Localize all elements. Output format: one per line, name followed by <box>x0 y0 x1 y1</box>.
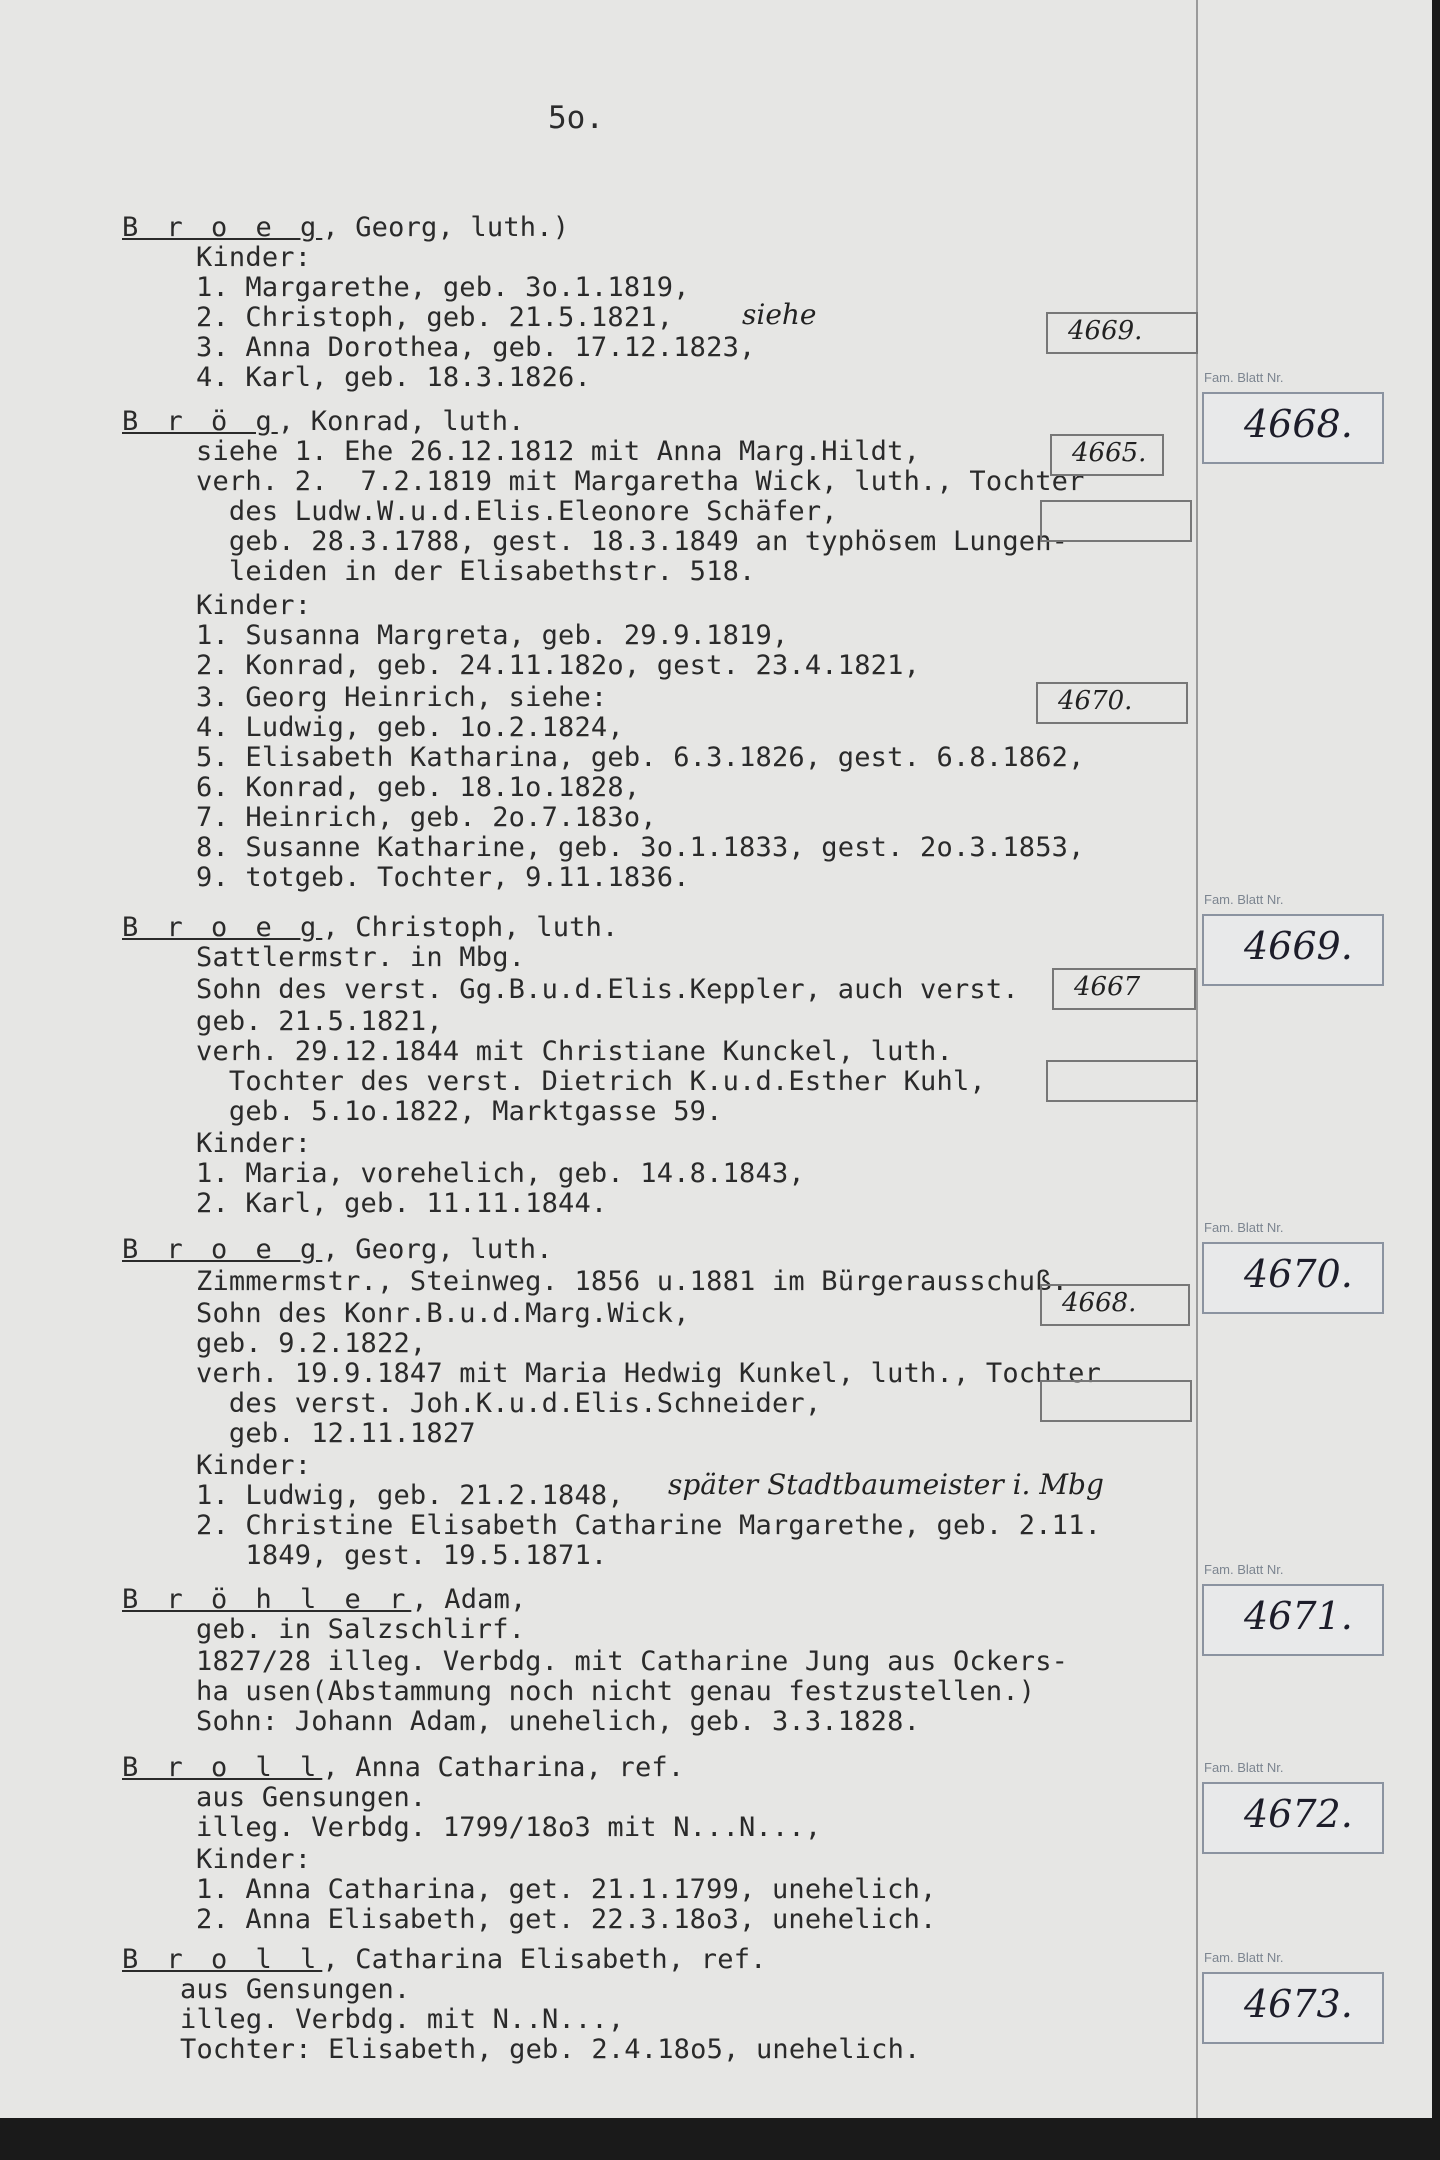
reference-number: 4668. <box>1062 1288 1137 1318</box>
reference-box-empty <box>1040 500 1192 542</box>
entry-heading <box>122 1234 553 1265</box>
reference-box <box>1040 1284 1190 1326</box>
heading-rest: , Catharina Elisabeth, ref. <box>322 1944 767 1975</box>
fam-blatt-label: Fam. Blatt Nr. <box>1204 1950 1284 1965</box>
reference-box-empty <box>1040 1380 1192 1422</box>
entry-heading <box>122 212 569 243</box>
fam-blatt-label: Fam. Blatt Nr. <box>1204 370 1284 385</box>
entry-line: des Ludw.W.u.d.Elis.Eleonore Schäfer, <box>196 496 838 527</box>
entry-line: 4. Ludwig, geb. 1o.2.1824, <box>196 712 624 743</box>
fam-blatt-box <box>1202 1584 1384 1656</box>
entry-line: 4. Karl, geb. 18.3.1826. <box>196 362 591 393</box>
entry-line: siehe 1. Ehe 26.12.1812 mit Anna Marg.Hildt, <box>196 436 921 467</box>
entry-line: Sattlermstr. in Mbg. <box>196 942 526 973</box>
entry-heading <box>122 1752 684 1783</box>
fam-blatt-box <box>1202 1242 1384 1314</box>
reference-box <box>1036 682 1188 724</box>
handwritten-note: später Stadtbaumeister i. Mbg <box>668 1468 1104 1501</box>
fam-blatt-number: 4672. <box>1244 1792 1353 1836</box>
reference-box <box>1050 434 1164 476</box>
entry-line: 2. Christoph, geb. 21.5.1821, <box>196 302 674 333</box>
entry-line: Kinder: <box>196 1450 312 1481</box>
entry-line: 1. Susanna Margreta, geb. 29.9.1819, <box>196 620 789 651</box>
entry-line: Sohn des Konr.B.u.d.Marg.Wick, <box>196 1298 690 1329</box>
surname: B r o e g <box>122 1234 323 1265</box>
heading-rest: , Georg, luth.) <box>322 212 570 243</box>
page-number: 5o. <box>548 100 604 136</box>
entry-line: 9. totgeb. Tochter, 9.11.1836. <box>196 862 690 893</box>
surname: B r o l l <box>122 1752 323 1783</box>
entry-line: 1849, gest. 19.5.1871. <box>196 1540 608 1571</box>
reference-box-empty <box>1046 1060 1198 1102</box>
fam-blatt-number: 4673. <box>1244 1982 1353 2026</box>
entry-line: geb. 9.2.1822, <box>196 1328 427 1359</box>
fam-blatt-box <box>1202 392 1384 464</box>
entry-line: 7. Heinrich, geb. 2o.7.183o, <box>196 802 657 833</box>
fam-blatt-number: 4671. <box>1244 1594 1353 1638</box>
surname: B r ö h l e r <box>122 1584 412 1615</box>
fam-blatt-box <box>1202 1972 1384 2044</box>
entry-line: 2. Konrad, geb. 24.11.182o, gest. 23.4.1821, <box>196 650 921 681</box>
entry-line: 5. Elisabeth Katharina, geb. 6.3.1826, gest. 6.8.1862, <box>196 742 1085 773</box>
surname: B r o l l <box>122 1944 323 1975</box>
fam-blatt-box <box>1202 914 1384 986</box>
entry-line: 6. Konrad, geb. 18.1o.1828, <box>196 772 641 803</box>
entry-line: 3. Georg Heinrich, siehe: <box>196 682 608 713</box>
entry-line: geb. 5.1o.1822, Marktgasse 59. <box>196 1096 723 1127</box>
entry-line: 1827/28 illeg. Verbdg. mit Catharine Jung aus Ockers- <box>196 1646 1069 1677</box>
surname: B r o e g <box>122 912 323 943</box>
entry-line: geb. 21.5.1821, <box>196 1006 443 1037</box>
entry-line: verh. 29.12.1844 mit Christiane Kunckel, luth. <box>196 1036 953 1067</box>
entry-line: Sohn des verst. Gg.B.u.d.Elis.Keppler, auch verst. <box>196 974 1019 1005</box>
entry-line: geb. in Salzschlirf. <box>196 1614 526 1645</box>
fam-blatt-label: Fam. Blatt Nr. <box>1204 1562 1284 1577</box>
entry-line: 2. Anna Elisabeth, get. 22.3.18o3, unehelich. <box>196 1904 937 1935</box>
entry-heading <box>122 1584 527 1615</box>
entry-line: Kinder: <box>196 1844 312 1875</box>
fam-blatt-number: 4670. <box>1244 1252 1353 1296</box>
entry-line: verh. 19.9.1847 mit Maria Hedwig Kunkel, luth., Tochter <box>196 1358 1102 1389</box>
surname: B r ö g <box>122 406 278 437</box>
entry-line: Tochter: Elisabeth, geb. 2.4.18o5, unehelich. <box>180 2034 921 2065</box>
entry-line: illeg. Verbdg. mit N..N..., <box>180 2004 625 2035</box>
entry-line: geb. 28.3.1788, gest. 18.3.1849 an typhösem Lungen- <box>196 526 1069 557</box>
heading-rest: , Anna Catharina, ref. <box>322 1752 685 1783</box>
fam-blatt-label: Fam. Blatt Nr. <box>1204 1220 1284 1235</box>
reference-number: 4665. <box>1072 438 1147 468</box>
heading-rest: , Christoph, luth. <box>322 912 619 943</box>
entry-line: 1. Margarethe, geb. 3o.1.1819, <box>196 272 690 303</box>
fam-blatt-box <box>1202 1782 1384 1854</box>
entry-line: illeg. Verbdg. 1799/18o3 mit N...N..., <box>196 1812 822 1843</box>
entry-line: Zimmermstr., Steinweg. 1856 u.1881 im Bürgerausschuß. <box>196 1266 1069 1297</box>
entry-line: aus Gensungen. <box>180 1974 411 2005</box>
entry-line: Kinder: <box>196 242 312 273</box>
fam-blatt-label: Fam. Blatt Nr. <box>1204 1760 1284 1775</box>
entry-line: Kinder: <box>196 1128 312 1159</box>
entry-heading <box>122 1944 767 1975</box>
entry-line: 8. Susanne Katharine, geb. 3o.1.1833, gest. 2o.3.1853, <box>196 832 1085 863</box>
entry-line: 1. Ludwig, geb. 21.2.1848, <box>196 1480 624 1511</box>
entry-line: aus Gensungen. <box>196 1782 427 1813</box>
fam-blatt-number: 4669. <box>1244 924 1353 968</box>
fam-blatt-label: Fam. Blatt Nr. <box>1204 892 1284 907</box>
reference-number: 4667 <box>1074 972 1141 1002</box>
entry-line: 3. Anna Dorothea, geb. 17.12.1823, <box>196 332 756 363</box>
entry-line: 1. Anna Catharina, get. 21.1.1799, unehelich, <box>196 1874 937 1905</box>
heading-rest: , Georg, luth. <box>322 1234 553 1265</box>
reference-number: 4669. <box>1068 316 1143 346</box>
entry-heading <box>122 406 525 437</box>
entry-line: geb. 12.11.1827 <box>196 1418 476 1449</box>
entry-line: ha usen(Abstammung noch nicht genau festzustellen.) <box>196 1676 1036 1707</box>
entry-heading <box>122 912 619 943</box>
entry-line: 1. Maria, vorehelich, geb. 14.8.1843, <box>196 1158 805 1189</box>
reference-number: 4670. <box>1058 686 1133 716</box>
handwritten-note: siehe <box>742 298 817 331</box>
heading-rest: , Adam, <box>411 1584 527 1615</box>
entry-line: Kinder: <box>196 590 312 621</box>
entry-line: 2. Karl, geb. 11.11.1844. <box>196 1188 608 1219</box>
entry-line: leiden in der Elisabethstr. 518. <box>196 556 756 587</box>
entry-line: Tochter des verst. Dietrich K.u.d.Esther Kuhl, <box>196 1066 986 1097</box>
reference-box <box>1052 968 1196 1010</box>
entry-line: des verst. Joh.K.u.d.Elis.Schneider, <box>196 1388 822 1419</box>
heading-rest: , Konrad, luth. <box>277 406 525 437</box>
fam-blatt-number: 4668. <box>1244 402 1353 446</box>
entry-line: Sohn: Johann Adam, unehelich, geb. 3.3.1828. <box>196 1706 921 1737</box>
surname: B r o e g <box>122 212 323 243</box>
entry-line: verh. 2. 7.2.1819 mit Margaretha Wick, luth., Tochter <box>196 466 1085 497</box>
entry-line: 2. Christine Elisabeth Catharine Margarethe, geb. 2.11. <box>196 1510 1102 1541</box>
reference-box <box>1046 312 1198 354</box>
